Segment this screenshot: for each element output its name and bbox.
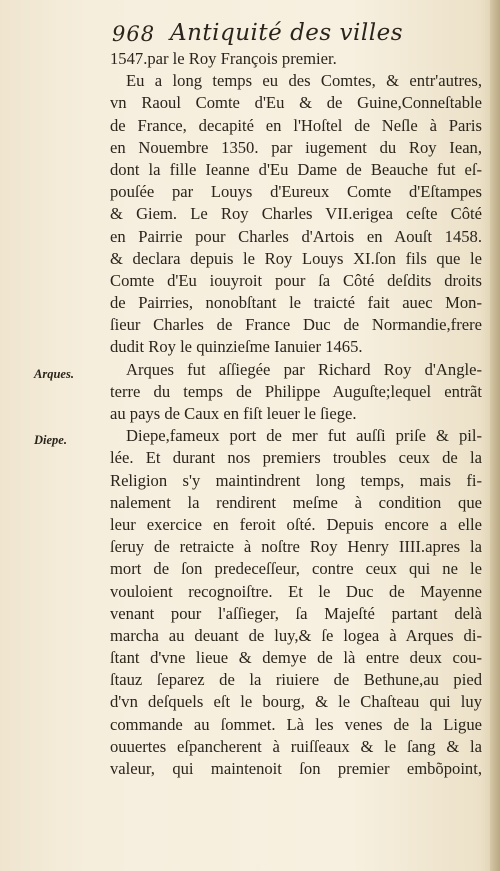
text-line: pouſée par Louys d'Eureux Comte d'Eſtampes (110, 182, 482, 202)
text-line: ſtant d'vne lieue & demye de là entre deux cou- (110, 648, 482, 668)
text-line: d'vn deſquels eſt le bourg, & le Chaſteau qui luy (110, 692, 482, 712)
page-edge (490, 0, 500, 871)
text-line: Religion s'y maintindrent long temps, mais fi- (110, 470, 482, 490)
text-line: & Giem. Le Roy Charles VII.erigea ceſte Côté (110, 204, 482, 224)
text-line: terre du temps de Philippe Auguſte;lequel entrãt (110, 381, 482, 401)
text-line: Diepe,fameux port de mer fut auſſi priſe & pil- (126, 426, 482, 446)
text-line: nalement la rendirent meſme à condition que (110, 492, 482, 512)
body-text (110, 48, 482, 780)
text-line: Comte d'Eu iouyroit pour ſa Côté deſdits droits (110, 270, 482, 290)
text-line: ſtauz ſeparez de la riuiere de Bethune,au pied (110, 670, 482, 690)
text-line: en Nouembre 1350. par iugement du Roy Iean, (110, 137, 482, 157)
text-line: vouloient recognoiſtre. Et le Duc de Mayenne (110, 581, 482, 601)
text-line: au pays de Caux en fiſt leuer le ſiege. (110, 404, 357, 423)
text-line: ſieur Charles de France Duc de Normandie,frere (110, 315, 482, 335)
text-line: & declara depuis le Roy Louys XI.ſon fils que le (110, 248, 482, 268)
text-line: ſeruy de retraicte à noſtre Roy Henry IIII.apres la (110, 537, 482, 557)
text-line: dudit Roy le quinzieſme Ianuier 1465. (110, 337, 363, 357)
text-line: dont la fille Ieanne d'Eu Dame de Beauche fut eſ- (110, 159, 482, 179)
text-line: marcha au deuant de luy,& ſe logea à Arques di- (110, 625, 482, 645)
text-line: en Pairrie pour Charles d'Artois en Aouſt 1458. (110, 226, 482, 246)
margin-note-diepe: Diepe. (34, 433, 67, 447)
text-line: Eu a long temps eu des Comtes, & entr'autres, (126, 71, 482, 91)
running-title: Antiquité des villes (170, 20, 404, 46)
text-line: valeur, qui maintenoit ſon premier embõpoint, (110, 759, 482, 778)
text-line: leur exercice en feroit oſté. Depuis encore a elle (110, 514, 482, 534)
page-number: 968 (112, 22, 156, 46)
text-line: vn Raoul Comte d'Eu & de Guine,Conneſtable (110, 93, 482, 113)
text-line: commande au ſommet. Là les venes de la Ligue (110, 714, 482, 734)
text-line: 1547.par le Roy François premier. (110, 49, 337, 68)
text-line: de France, decapité en l'Hoſtel de Neſle à Paris (110, 115, 482, 135)
text-line: de Pairries, nonobſtant le traicté fait auec Mon- (110, 293, 482, 313)
text-line: Arques fut aſſiegée par Richard Roy d'Angle- (126, 359, 482, 379)
margin-note-arques: Arques. (34, 367, 74, 381)
text-line: ouuertes eſpancherent à ruiſſeaux & le ſang & la (110, 736, 482, 756)
text-line: venant pour l'aſſieger, ſa Majeſté partant delà (110, 603, 482, 623)
text-line: mort de ſon predeceſſeur, contre ceux qui ne le (110, 559, 482, 579)
text-line: lée. Et durant nos premiers troubles ceux de la (110, 448, 482, 468)
